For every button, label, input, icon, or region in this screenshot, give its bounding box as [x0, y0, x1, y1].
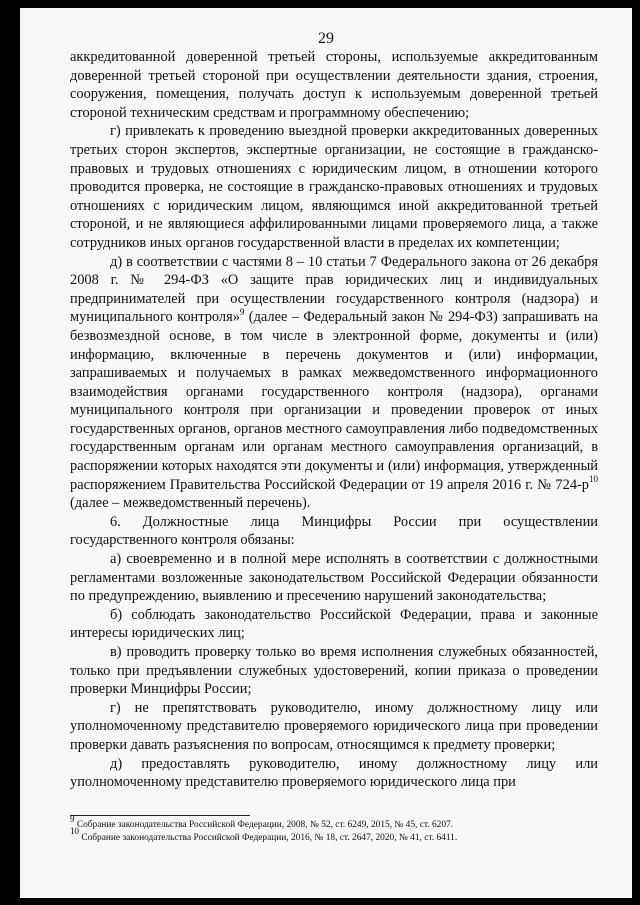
paragraph-duty-a: а) своевременно и в полной мере исполнять в соответствии с должностными регламентами возложенные законодательством Российской Федерации обязанности по предупреждению, выявлению и пресечению нарушений законодательства; — [70, 551, 598, 605]
paragraph-item-d — [70, 253, 598, 513]
footnote-9 — [70, 813, 598, 832]
paragraph-continuation: аккредитованной доверенной третьей стороны, используемые аккредитованным доверенной третьей стороной при осуществлении деятельности здания, строения, сооружения, помещения, получать доступ к используемым доверенной третьей стороной техническим средствам и программному обеспечению; — [70, 49, 598, 121]
footnotes — [70, 813, 598, 844]
footnote-9-text: Собрание законодательства Российской Федерации, 2008, № 52, ст. 6249, 2015, № 45, ст. 6207. — [74, 820, 454, 830]
footnote-10 — [70, 826, 598, 845]
footnote-ref-10: 10 — [589, 473, 598, 484]
footnote-9-number: 9 — [70, 813, 75, 824]
footnote-10-text: Собрание законодательства Российской Федерации, 2016, № 18, ст. 2647, 2020, № 41, ст. 6411. — [79, 832, 458, 843]
paragraph-section-6: 6. Должностные лица Минцифры России при осуществлении государственного контроля обязаны: — [70, 513, 598, 549]
paragraph-item-d-text-2: (далее – Федеральный закон № 294-ФЗ) запрашивать на безвозмездной основе, в том числе в электронной форме, документы и (или) информацию, включенные в перечень документов и (или) информации, запрашиваемых и получаемых в рамках межведомственного информационного взаимодействия органами государственного контроля (надзора), органами муниципального контроля при организации и проведении проверок от иных государственных органов, органов местного самоуправления либо подведомственных государственным органам или органам местного самоуправления организаций, в распоряжении которых находятся эти документы и (или) информация, утвержденный распоряжением Правительства Российской Федерации от 19 апреля 2016 г. № 724-р — [70, 309, 598, 493]
footnote-divider — [70, 815, 250, 816]
document-page — [20, 8, 632, 898]
body-text — [70, 48, 598, 792]
footnote-10-number: 10 — [70, 826, 79, 837]
paragraph-duty-d: д) предоставлять руководителю, иному должностному лицу или уполномоченному представителю проверяемого юридического лица при — [70, 755, 598, 791]
paragraph-duty-g: г) не препятствовать руководителю, иному должностному лицу или уполномоченному представителю проверяемого юридического лица при проведении проверки давать разъяснения по вопросам, относящимся к предмету проверки; — [70, 699, 598, 753]
paragraph-item-g: г) привлекать к проведению выездной проверки аккредитованных доверенных третьих сторон экспертов, экспертные организации, не состоящие в гражданско-правовых и трудовых отношениях с юридическим лицом, в отношении которого проводится проверка, не состоящие в гражданско-правовых отношениях и трудовых отношениях с юридическим лицом, являющимся иной аккредитованной третьей стороной, и не являющиеся аффилированными лицами проверяемого лица, а также сотрудников иных органов государственной власти в пределах их компетенции; — [70, 123, 598, 251]
paragraph-item-d-text-3: (далее – межведомственный перечень). — [70, 495, 311, 512]
page-number: 29 — [318, 30, 334, 47]
footnote-ref-9: 9 — [239, 306, 245, 317]
paragraph-item-d-text-1: д) в соответствии с частями 8 – 10 статьи 7 Федерального закона от 26 декабря 2008 г. № 294-ФЗ «О защите прав юридических лиц и индивидуальных предпринимателей при осуществлении государственного контроля (надзора) и муниципального контроля» — [70, 253, 598, 326]
paragraph-duty-v: в) проводить проверку только во время исполнения служебных обязанностей, только при предъявлении служебных удостоверений, копии приказа о проведении проверки Минцифры России; — [70, 644, 598, 698]
paragraph-duty-b: б) соблюдать законодательство Российской Федерации, права и законные интересы юридических лиц; — [70, 606, 598, 642]
